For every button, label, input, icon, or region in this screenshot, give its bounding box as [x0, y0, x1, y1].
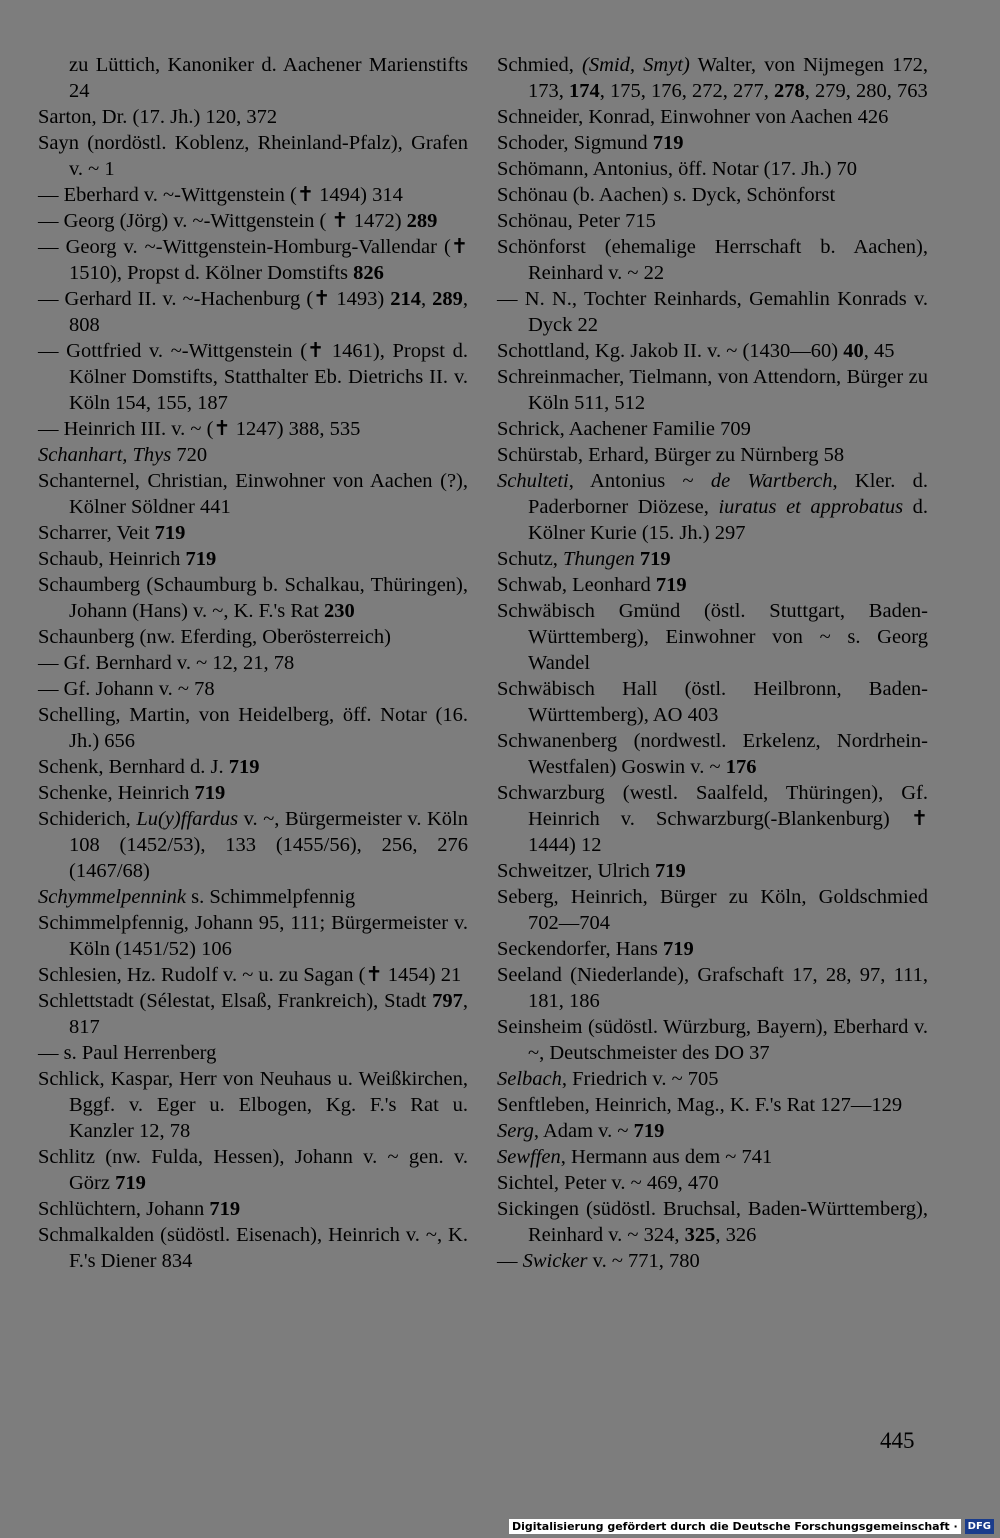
index-entry: Seberg, Heinrich, Bürger zu Köln, Goldschmied 702—704 [497, 886, 928, 934]
index-entry: Sarton, Dr. (17. Jh.) 120, 372 [38, 106, 278, 128]
index-entry: — Gf. Johann v. ~ 78 [38, 678, 215, 700]
index-entry: — s. Paul Herrenberg [38, 1042, 217, 1064]
footer [509, 1516, 994, 1536]
index-column-left [38, 52, 468, 1274]
funding-notice: Digitalisierung gefördert durch die Deutsche Forschungsgemeinschaft · [509, 1519, 961, 1534]
index-entry: — Gottfried v. ~-Wittgenstein (✝ 1461), Propst d. Kölner Domstifts, Statthalter Eb. Dietrichs II. v. Köln 154, 155, 187 [38, 340, 468, 414]
index-entry: — N. N., Tochter Reinhards, Gemahlin Konrads v. Dyck 22 [497, 288, 928, 336]
index-entry: — Swicker v. ~ 771, 780 [497, 1250, 700, 1272]
index-entry: Sickingen (südöstl. Bruchsal, Baden-Württemberg), Reinhard v. ~ 324, 325, 326 [497, 1198, 928, 1246]
index-entry: Seeland (Niederlande), Grafschaft 17, 28, 97, 111, 181, 186 [497, 964, 928, 1012]
index-entry: Schottland, Kg. Jakob II. v. ~ (1430—60) 40, 45 [497, 340, 895, 362]
index-entry: Schoder, Sigmund 719 [497, 132, 684, 154]
index-entry: Schönforst (ehemalige Herrschaft b. Aachen), Reinhard v. ~ 22 [497, 236, 928, 284]
index-entry: zu Lüttich, Kanoniker d. Aachener Marienstifts 24 [69, 54, 468, 102]
index-entry: Schürstab, Erhard, Bürger zu Nürnberg 58 [497, 444, 845, 466]
index-entry: Schreinmacher, Tielmann, von Attendorn, Bürger zu Köln 511, 512 [497, 366, 928, 414]
index-entry: Seckendorfer, Hans 719 [497, 938, 694, 960]
index-entry: Schneider, Konrad, Einwohner von Aachen 426 [497, 106, 889, 128]
index-entry: Schutz, Thungen 719 [497, 548, 671, 570]
index-entry: Schmalkalden (südöstl. Eisenach), Heinrich v. ~, K. F.'s Diener 834 [38, 1224, 468, 1272]
index-entry: Sewffen, Hermann aus dem ~ 741 [497, 1146, 773, 1168]
index-entry: Sichtel, Peter v. ~ 469, 470 [497, 1172, 719, 1194]
index-entry: Schmied, (Smid, Smyt) Walter, von Nijmegen 172, 173, 174, 175, 176, 272, 277, 278, 279, 280, 763 [497, 54, 928, 102]
index-entry: Schimmelpfennig, Johann 95, 111; Bürgermeister v. Köln (1451/52) 106 [38, 912, 468, 960]
index-entry: Schulteti, Antonius ~ de Wartberch, Kler. d. Paderborner Diözese, iuratus et approbatus d. Kölner Kurie (15. Jh.) 297 [497, 470, 929, 544]
index-entry: Senftleben, Heinrich, Mag., K. F.'s Rat 127—129 [497, 1094, 903, 1116]
index-entry: Schaunberg (nw. Eferding, Oberösterreich) [38, 626, 391, 648]
dfg-logo: DFG [965, 1519, 994, 1534]
index-entry: Schlitz (nw. Fulda, Hessen), Johann v. ~ gen. v. Görz 719 [38, 1146, 468, 1194]
index-entry: — Eberhard v. ~-Wittgenstein (✝ 1494) 314 [38, 184, 403, 206]
index-column-right [497, 52, 928, 1274]
index-entry: Schaub, Heinrich 719 [38, 548, 217, 570]
index-entry: Schwäbisch Gmünd (östl. Stuttgart, Baden-Württemberg), Einwohner von ~ s. Georg Wandel [497, 600, 928, 674]
index-entry: Schanhart, Thys 720 [38, 444, 208, 466]
index-entry: Schenke, Heinrich 719 [38, 782, 226, 804]
index-entry: Schönau, Peter 715 [497, 210, 656, 232]
index-entry: Schlesien, Hz. Rudolf v. ~ u. zu Sagan (✝ 1454) 21 [38, 964, 462, 986]
index-entry: — Heinrich III. v. ~ (✝ 1247) 388, 535 [38, 418, 361, 440]
index-entry: Schönau (b. Aachen) s. Dyck, Schönforst [497, 184, 836, 206]
index-entry: Schymmelpennink s. Schimmelpfennig [38, 886, 356, 908]
index-entry: Schlettstadt (Sélestat, Elsaß, Frankreich), Stadt 797, 817 [38, 990, 468, 1038]
index-entry: Selbach, Friedrich v. ~ 705 [497, 1068, 719, 1090]
index-entry: Schelling, Martin, von Heidelberg, öff. Notar (16. Jh.) 656 [38, 704, 468, 752]
index-entry: Schlick, Kaspar, Herr von Neuhaus u. Weißkirchen, Bggf. v. Eger u. Elbogen, Kg. F.'s Rat u. Kanzler 12, 78 [38, 1068, 468, 1142]
index-entry: Schlüchtern, Johann 719 [38, 1198, 241, 1220]
index-entry: Sayn (nordöstl. Koblenz, Rheinland-Pfalz), Grafen v. ~ 1 [38, 132, 468, 180]
index-entry: — Gerhard II. v. ~-Hachenburg (✝ 1493) 214, 289, 808 [38, 288, 468, 336]
index-entry: Schömann, Antonius, öff. Notar (17. Jh.) 70 [497, 158, 858, 180]
page-number: 445 [880, 1428, 915, 1453]
index-entry: — Georg (Jörg) v. ~-Wittgenstein ( ✝ 1472) 289 [38, 210, 438, 232]
index-entry: Schenk, Bernhard d. J. 719 [38, 756, 260, 778]
index-entry: Seinsheim (südöstl. Würzburg, Bayern), Eberhard v. ~, Deutschmeister des DO 37 [497, 1016, 928, 1064]
index-entry: Schwäbisch Hall (östl. Heilbronn, Baden-Württemberg), AO 403 [497, 678, 928, 726]
index-entry: Schanternel, Christian, Einwohner von Aachen (?), Kölner Söldner 441 [38, 470, 468, 518]
index-entry: Schwarzburg (westl. Saalfeld, Thüringen), Gf. Heinrich v. Schwarzburg(-Blankenburg) ✝ 1444) 12 [497, 782, 928, 856]
index-entry: Schwanenberg (nordwestl. Erkelenz, Nordrhein-Westfalen) Goswin v. ~ 176 [497, 730, 928, 778]
index-entry: Schweitzer, Ulrich 719 [497, 860, 686, 882]
index-entry: Serg, Adam v. ~ 719 [497, 1120, 665, 1142]
index-entry: Schwab, Leonhard 719 [497, 574, 687, 596]
index-entry: Schrick, Aachener Familie 709 [497, 418, 751, 440]
index-entry: Scharrer, Veit 719 [38, 522, 186, 544]
index-entry: — Georg v. ~-Wittgenstein-Homburg-Vallendar (✝ 1510), Propst d. Kölner Domstifts 826 [38, 236, 468, 284]
index-entry: Schaumberg (Schaumburg b. Schalkau, Thüringen), Johann (Hans) v. ~, K. F.'s Rat 230 [38, 574, 468, 622]
index-entry: Schiderich, Lu(y)ffardus v. ~, Bürgermeister v. Köln 108 (1452/53), 133 (1455/56), 256, 276 (1467/68) [38, 808, 468, 882]
index-entry: — Gf. Bernhard v. ~ 12, 21, 78 [38, 652, 295, 674]
